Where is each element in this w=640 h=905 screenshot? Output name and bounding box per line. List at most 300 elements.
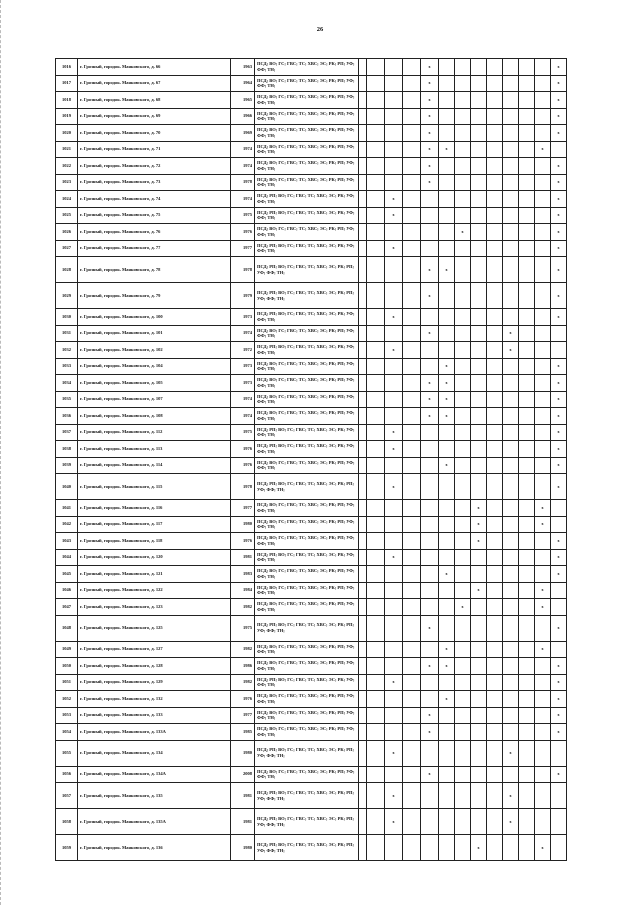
mark-cell: x	[455, 224, 471, 241]
mark-cell	[471, 474, 487, 500]
mark-cell	[471, 358, 487, 375]
mark-cell	[471, 75, 487, 92]
mark-cell: x	[551, 75, 567, 92]
mark-cell	[535, 766, 551, 783]
mark-cell	[503, 375, 519, 392]
mark-cell	[503, 835, 519, 861]
mark-cell: x	[551, 108, 567, 125]
table-row	[56, 441, 567, 458]
works-list-cell: ПСД; ВО; ГС; ГВС; ТС; ХВС; ЭС; РК; РП; УФ; ФФ; ТН;	[255, 691, 359, 708]
address-cell: г. Грозный, городок. Маяковского, д. 71	[78, 141, 231, 158]
works-list-cell: ПСД; РП; ВО; ГС; ГВС; ТС; ХВС; ЭС; РК; УФ; ФФ; ТН;	[255, 342, 359, 359]
mark-cell	[535, 783, 551, 809]
mark-cell	[367, 125, 385, 142]
table-row	[56, 92, 567, 109]
mark-cell	[403, 207, 421, 224]
mark-cell	[403, 358, 421, 375]
works-list-cell: ПСД; ВО; ГС; ГВС; ТС; ХВС; ЭС; РК; РП; УФ; ФФ; ТН;	[255, 224, 359, 241]
mark-cell	[535, 325, 551, 342]
mark-cell: x	[551, 257, 567, 283]
year-cell: 1978	[231, 257, 255, 283]
mark-cell	[367, 191, 385, 208]
address-cell: г. Грозный, городок. Маяковского, д. 133А	[78, 724, 231, 741]
mark-cell: x	[385, 441, 403, 458]
mark-cell: x	[551, 533, 567, 550]
year-cell: 1973	[231, 375, 255, 392]
mark-cell: x	[385, 740, 403, 766]
address-cell: г. Грозный, городок. Маяковского, д. 75	[78, 207, 231, 224]
mark-cell	[551, 599, 567, 616]
mark-cell	[421, 641, 439, 658]
mark-cell: x	[471, 516, 487, 533]
row-number-cell: 1051	[56, 674, 78, 691]
spacer-cell	[359, 783, 367, 809]
mark-cell	[455, 283, 471, 309]
mark-cell	[455, 191, 471, 208]
mark-cell	[439, 283, 455, 309]
mark-cell: x	[421, 75, 439, 92]
mark-cell	[439, 92, 455, 109]
mark-cell: x	[421, 766, 439, 783]
mark-cell	[519, 342, 535, 359]
mark-cell: x	[385, 424, 403, 441]
mark-cell	[403, 766, 421, 783]
year-cell: 1976	[231, 691, 255, 708]
mark-cell	[503, 615, 519, 641]
mark-cell	[403, 325, 421, 342]
mark-cell: x	[551, 707, 567, 724]
mark-cell	[403, 424, 421, 441]
mark-cell	[535, 441, 551, 458]
mark-cell	[535, 75, 551, 92]
row-number-cell: 1058	[56, 809, 78, 835]
mark-cell	[487, 59, 503, 76]
mark-cell: x	[551, 391, 567, 408]
table-row	[56, 641, 567, 658]
mark-cell	[403, 125, 421, 142]
spacer-cell	[359, 615, 367, 641]
mark-cell	[519, 174, 535, 191]
table-row	[56, 691, 567, 708]
mark-cell	[487, 516, 503, 533]
mark-cell	[403, 549, 421, 566]
table-row	[56, 457, 567, 474]
registry-body	[56, 59, 567, 861]
mark-cell	[385, 582, 403, 599]
mark-cell	[519, 707, 535, 724]
spacer-cell	[359, 358, 367, 375]
mark-cell	[455, 809, 471, 835]
mark-cell	[367, 740, 385, 766]
mark-cell	[439, 674, 455, 691]
mark-cell	[367, 641, 385, 658]
year-cell: 1978	[231, 174, 255, 191]
mark-cell	[519, 240, 535, 257]
mark-cell	[519, 766, 535, 783]
mark-cell	[455, 783, 471, 809]
table-row	[56, 391, 567, 408]
row-number-cell: 1057	[56, 783, 78, 809]
mark-cell	[519, 691, 535, 708]
mark-cell	[487, 325, 503, 342]
mark-cell	[519, 125, 535, 142]
mark-cell	[487, 240, 503, 257]
mark-cell	[455, 424, 471, 441]
mark-cell	[519, 283, 535, 309]
mark-cell: x	[551, 375, 567, 392]
year-cell: 1977	[231, 707, 255, 724]
mark-cell	[535, 125, 551, 142]
works-list-cell: ПСД; ВО; ГС; ГВС; ТС; ХВС; ЭС; РК; РП; УФ; ФФ; ТН;	[255, 108, 359, 125]
mark-cell	[487, 674, 503, 691]
spacer-cell	[359, 174, 367, 191]
mark-cell	[421, 674, 439, 691]
mark-cell	[487, 582, 503, 599]
mark-cell: x	[385, 674, 403, 691]
mark-cell	[439, 516, 455, 533]
address-cell: г. Грозный, городок. Маяковского, д. 132	[78, 691, 231, 708]
mark-cell	[403, 108, 421, 125]
mark-cell	[487, 108, 503, 125]
mark-cell	[421, 516, 439, 533]
mark-cell	[503, 441, 519, 458]
row-number-cell: 1029	[56, 283, 78, 309]
mark-cell: x	[385, 240, 403, 257]
mark-cell	[487, 549, 503, 566]
mark-cell	[367, 325, 385, 342]
works-list-cell: ПСД; ВО; ГС; ГВС; ТС; ХВС; ЭС; РК; РП; УФ; ФФ; ТН;	[255, 457, 359, 474]
mark-cell	[519, 835, 535, 861]
row-number-cell: 1036	[56, 408, 78, 425]
year-cell: 1978	[231, 474, 255, 500]
mark-cell	[551, 500, 567, 517]
mark-cell	[421, 309, 439, 326]
row-number-cell: 1038	[56, 441, 78, 458]
mark-cell	[385, 516, 403, 533]
mark-cell	[471, 240, 487, 257]
spacer-cell	[359, 325, 367, 342]
mark-cell	[367, 783, 385, 809]
mark-cell	[403, 724, 421, 741]
mark-cell	[471, 599, 487, 616]
mark-cell	[455, 766, 471, 783]
spacer-cell	[359, 658, 367, 675]
mark-cell: x	[551, 474, 567, 500]
mark-cell	[503, 75, 519, 92]
mark-cell	[367, 566, 385, 583]
mark-cell	[367, 257, 385, 283]
mark-cell	[403, 75, 421, 92]
mark-cell	[455, 566, 471, 583]
mark-cell	[471, 809, 487, 835]
address-cell: г. Грозный, городок. Маяковского, д. 117	[78, 516, 231, 533]
mark-cell	[471, 674, 487, 691]
mark-cell	[487, 358, 503, 375]
works-list-cell: ПСД; ВО; ГС; ГВС; ТС; ХВС; ЭС; РК; РП; УФ; ФФ; ТН;	[255, 533, 359, 550]
works-list-cell: ПСД; РП; ВО; ГС; ГВС; ТС; ХВС; ЭС; РК; УФ; ФФ; ТН;	[255, 191, 359, 208]
mark-cell	[503, 358, 519, 375]
mark-cell: x	[551, 174, 567, 191]
mark-cell	[439, 191, 455, 208]
address-cell: г. Грозный, городок. Маяковского, д. 116	[78, 500, 231, 517]
spacer-cell	[359, 533, 367, 550]
mark-cell	[439, 441, 455, 458]
mark-cell	[367, 283, 385, 309]
mark-cell	[503, 141, 519, 158]
year-cell: 1980	[231, 740, 255, 766]
mark-cell	[367, 707, 385, 724]
mark-cell	[367, 809, 385, 835]
mark-cell	[471, 283, 487, 309]
spacer-cell	[359, 309, 367, 326]
mark-cell	[471, 408, 487, 425]
mark-cell	[385, 108, 403, 125]
mark-cell	[503, 174, 519, 191]
mark-cell	[503, 566, 519, 583]
mark-cell	[455, 724, 471, 741]
spacer-cell	[359, 766, 367, 783]
mark-cell	[519, 92, 535, 109]
mark-cell	[367, 92, 385, 109]
year-cell: 1982	[231, 599, 255, 616]
spacer-cell	[359, 408, 367, 425]
mark-cell	[367, 358, 385, 375]
mark-cell	[385, 375, 403, 392]
mark-cell: x	[551, 615, 567, 641]
mark-cell	[367, 835, 385, 861]
works-list-cell: ПСД; РП; ВО; ГС; ГВС; ТС; ХВС; ЭС; РК; РП; УФ; ФФ; ТН;	[255, 783, 359, 809]
table-row	[56, 141, 567, 158]
mark-cell	[385, 533, 403, 550]
spacer-cell	[359, 75, 367, 92]
mark-cell: x	[421, 108, 439, 125]
address-cell: г. Грозный, городок. Маяковского, д. 78	[78, 257, 231, 283]
mark-cell	[535, 549, 551, 566]
mark-cell: x	[421, 283, 439, 309]
works-list-cell: ПСД; ВО; ГС; ГВС; ТС; ХВС; ЭС; РК; РП; УФ; ФФ; ТН;	[255, 500, 359, 517]
mark-cell	[455, 358, 471, 375]
year-cell: 1976	[231, 441, 255, 458]
works-list-cell: ПСД; РП; ВО; ГС; ГВС; ТС; ХВС; ЭС; РК; УФ; ФФ; ТН;	[255, 309, 359, 326]
mark-cell	[439, 835, 455, 861]
mark-cell	[471, 615, 487, 641]
year-cell: 1974	[231, 158, 255, 175]
mark-cell	[487, 474, 503, 500]
mark-cell	[455, 257, 471, 283]
works-list-cell: ПСД; ВО; ГС; ГВС; ТС; ХВС; ЭС; РК; РП; УФ; ФФ; ТН;	[255, 174, 359, 191]
mark-cell	[367, 599, 385, 616]
mark-cell	[503, 549, 519, 566]
mark-cell	[367, 59, 385, 76]
mark-cell: x	[551, 658, 567, 675]
mark-cell	[439, 582, 455, 599]
address-cell: г. Грозный, городок. Маяковского, д. 66	[78, 59, 231, 76]
row-number-cell: 1052	[56, 691, 78, 708]
mark-cell	[471, 391, 487, 408]
mark-cell: x	[421, 375, 439, 392]
mark-cell	[487, 141, 503, 158]
mark-cell	[551, 783, 567, 809]
table-row	[56, 224, 567, 241]
table-row	[56, 533, 567, 550]
mark-cell: x	[551, 207, 567, 224]
mark-cell	[421, 457, 439, 474]
year-cell: 1982	[231, 674, 255, 691]
mark-cell	[455, 516, 471, 533]
year-cell: 1963	[231, 59, 255, 76]
mark-cell	[455, 641, 471, 658]
mark-cell	[455, 342, 471, 359]
mark-cell: x	[551, 158, 567, 175]
year-cell: 1969	[231, 125, 255, 142]
row-number-cell: 1020	[56, 125, 78, 142]
row-number-cell: 1046	[56, 582, 78, 599]
mark-cell	[403, 615, 421, 641]
mark-cell	[471, 740, 487, 766]
mark-cell	[471, 457, 487, 474]
mark-cell: x	[471, 582, 487, 599]
spacer-cell	[359, 125, 367, 142]
mark-cell: x	[535, 500, 551, 517]
year-cell: 1983	[231, 566, 255, 583]
mark-cell: x	[439, 641, 455, 658]
mark-cell	[367, 766, 385, 783]
mark-cell: x	[551, 457, 567, 474]
address-cell: г. Грозный, городок. Маяковского, д. 121	[78, 566, 231, 583]
mark-cell	[535, 691, 551, 708]
works-list-cell: ПСД; ВО; ГС; ГВС; ТС; ХВС; ЭС; РК; РП; УФ; ФФ; ТН;	[255, 375, 359, 392]
mark-cell: x	[551, 59, 567, 76]
year-cell: 1981	[231, 809, 255, 835]
mark-cell	[519, 658, 535, 675]
works-list-cell: ПСД; ВО; ГС; ГВС; ТС; ХВС; ЭС; РК; РП; УФ; ФФ; ТН;	[255, 707, 359, 724]
mark-cell	[439, 59, 455, 76]
mark-cell	[471, 441, 487, 458]
mark-cell	[421, 441, 439, 458]
row-number-cell: 1054	[56, 724, 78, 741]
mark-cell	[421, 533, 439, 550]
address-cell: г. Грозный, городок. Маяковского, д. 68	[78, 92, 231, 109]
works-list-cell: ПСД; ВО; ГС; ГВС; ТС; ХВС; ЭС; РК; РП; УФ; ФФ; ТН;	[255, 141, 359, 158]
mark-cell	[403, 582, 421, 599]
mark-cell: x	[551, 191, 567, 208]
mark-cell: x	[439, 358, 455, 375]
mark-cell	[551, 516, 567, 533]
mark-cell	[519, 424, 535, 441]
mark-cell: x	[421, 174, 439, 191]
mark-cell	[385, 141, 403, 158]
year-cell: 1965	[231, 92, 255, 109]
mark-cell	[551, 582, 567, 599]
address-cell: г. Грозный, городок. Маяковского, д. 120	[78, 549, 231, 566]
mark-cell	[403, 92, 421, 109]
table-row	[56, 783, 567, 809]
mark-cell	[421, 240, 439, 257]
table-row	[56, 474, 567, 500]
mark-cell	[403, 516, 421, 533]
table-row	[56, 325, 567, 342]
mark-cell	[455, 582, 471, 599]
mark-cell	[487, 283, 503, 309]
mark-cell	[455, 457, 471, 474]
table-row	[56, 125, 567, 142]
mark-cell	[385, 566, 403, 583]
table-row	[56, 615, 567, 641]
mark-cell: x	[385, 809, 403, 835]
mark-cell	[403, 707, 421, 724]
mark-cell	[455, 707, 471, 724]
address-cell: г. Грозный, городок. Маяковского, д. 107	[78, 391, 231, 408]
mark-cell	[519, 516, 535, 533]
mark-cell	[421, 835, 439, 861]
year-cell: 1975	[231, 615, 255, 641]
mark-cell	[439, 599, 455, 616]
table-row	[56, 809, 567, 835]
mark-cell	[519, 740, 535, 766]
mark-cell	[385, 158, 403, 175]
mark-cell	[455, 207, 471, 224]
mark-cell	[421, 566, 439, 583]
mark-cell	[403, 783, 421, 809]
mark-cell	[455, 835, 471, 861]
spacer-cell	[359, 474, 367, 500]
works-list-cell: ПСД; ВО; ГС; ГВС; ТС; ХВС; ЭС; РК; РП; УФ; ФФ; ТН;	[255, 125, 359, 142]
table-row	[56, 358, 567, 375]
mark-cell	[471, 424, 487, 441]
mark-cell	[487, 740, 503, 766]
mark-cell	[471, 375, 487, 392]
mark-cell	[551, 141, 567, 158]
year-cell: 1966	[231, 108, 255, 125]
works-list-cell: ПСД; ВО; ГС; ГВС; ТС; ХВС; ЭС; РК; РП; УФ; ФФ; ТН;	[255, 391, 359, 408]
mark-cell	[471, 224, 487, 241]
mark-cell	[367, 615, 385, 641]
works-list-cell: ПСД; РП; ВО; ГС; ГВС; ТС; ХВС; ЭС; РК; УФ; ФФ; ТН;	[255, 240, 359, 257]
mark-cell	[487, 500, 503, 517]
year-cell: 1979	[231, 283, 255, 309]
year-cell: 1980	[231, 516, 255, 533]
mark-cell	[487, 257, 503, 283]
row-number-cell: 1033	[56, 358, 78, 375]
mark-cell	[471, 141, 487, 158]
mark-cell	[403, 59, 421, 76]
mark-cell	[385, 724, 403, 741]
mark-cell	[487, 174, 503, 191]
mark-cell	[403, 809, 421, 835]
spacer-cell	[359, 59, 367, 76]
table-row	[56, 408, 567, 425]
row-number-cell: 1019	[56, 108, 78, 125]
mark-cell	[503, 474, 519, 500]
mark-cell: x	[421, 257, 439, 283]
mark-cell	[403, 375, 421, 392]
mark-cell	[535, 724, 551, 741]
mark-cell	[471, 108, 487, 125]
address-cell: г. Грозный, городок. Маяковского, д. 134А	[78, 766, 231, 783]
mark-cell	[403, 174, 421, 191]
mark-cell	[503, 408, 519, 425]
works-list-cell: ПСД; ВО; ГС; ГВС; ТС; ХВС; ЭС; РК; РП; УФ; ФФ; ТН;	[255, 92, 359, 109]
mark-cell	[487, 75, 503, 92]
mark-cell: x	[551, 691, 567, 708]
table-row	[56, 724, 567, 741]
year-cell: 1982	[231, 641, 255, 658]
works-list-cell: ПСД; ВО; ГС; ГВС; ТС; ХВС; ЭС; РК; РП; УФ; ФФ; ТН;	[255, 658, 359, 675]
mark-cell	[519, 599, 535, 616]
mark-cell	[471, 309, 487, 326]
spacer-cell	[359, 740, 367, 766]
mark-cell	[439, 766, 455, 783]
